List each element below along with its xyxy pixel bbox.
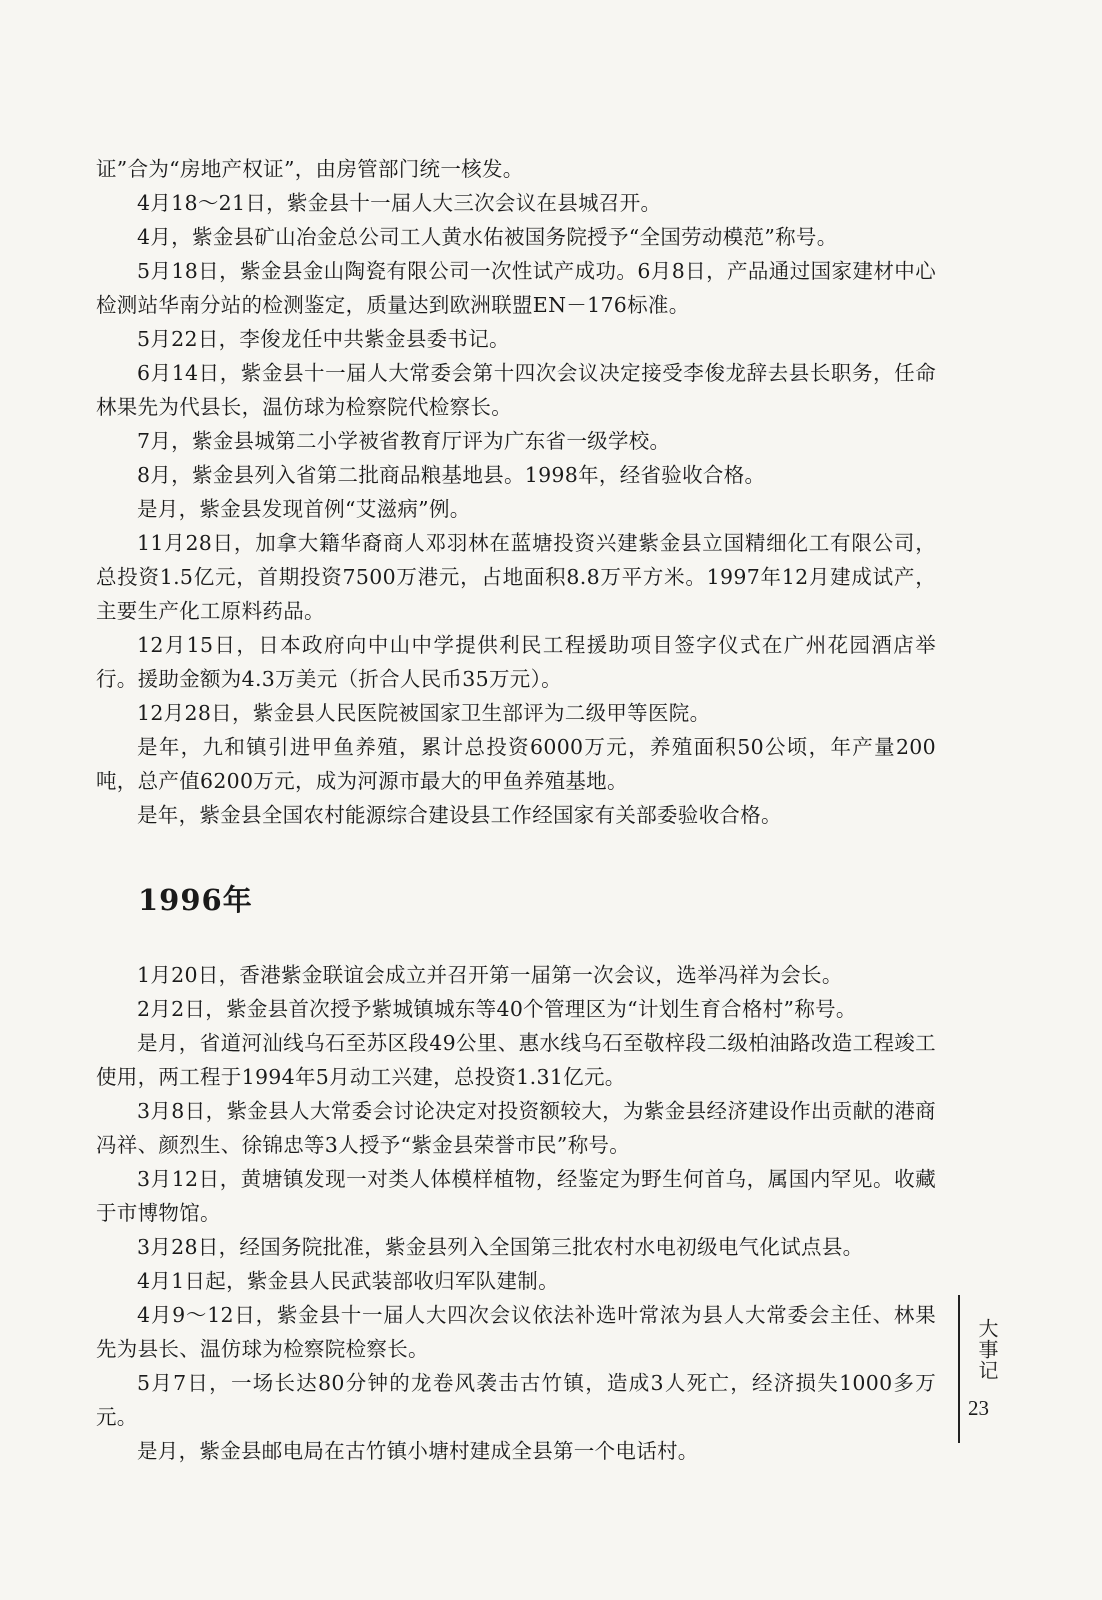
chronicle-entry: 4月，紫金县矿山冶金总公司工人黄水佑被国务院授予“全国劳动模范”称号。: [137, 225, 838, 249]
page-number: 23: [968, 1396, 989, 1420]
chronicle-entry: 3月28日，经国务院批准，紫金县列入全国第三批农村水电初级电气化试点县。: [137, 1235, 864, 1259]
chronicle-entry: 4月1日起，紫金县人民武装部收归军队建制。: [137, 1269, 559, 1293]
section-label: 大事记: [975, 1318, 999, 1381]
chronicle-entry: 11月28日，加拿大籍华裔商人邓羽林在蓝塘投资兴建紫金县立国精细化工有限公司，总投资1.5亿元，首期投资7500万港元，占地面积8.8万平方米。1997年12月建成试产，主要生产化工原料药品。: [96, 531, 936, 623]
chronicle-entry: 5月18日，紫金县金山陶瓷有限公司一次性试产成功。6月8日，产品通过国家建材中心检测站华南分站的检测鉴定，质量达到欧洲联盟EN－176标准。: [96, 259, 936, 317]
chronicle-entry: 是月，省道河汕线乌石至苏区段49公里、惠水线乌石至敬梓段二级柏油路改造工程竣工使用，两工程于1994年5月动工兴建，总投资1.31亿元。: [96, 1031, 936, 1089]
chronicle-entry: 4月9～12日，紫金县十一届人大四次会议依法补选叶常浓为县人大常委会主任、林果先为县长、温仿球为检察院检察长。: [96, 1303, 936, 1361]
chronicle-entry: 是月，紫金县邮电局在古竹镇小塘村建成全县第一个电话村。: [137, 1439, 699, 1463]
chronicle-entry: 是年，紫金县全国农村能源综合建设县工作经国家有关部委验收合格。: [137, 803, 782, 827]
chronicle-entry: 8月，紫金县列入省第二批商品粮基地县。1998年，经省验收合格。: [137, 463, 766, 487]
year-heading: 1996年: [138, 883, 253, 917]
chronicle-entry: 是月，紫金县发现首例“艾滋病”例。: [137, 497, 471, 521]
chronicle-entry: 12月28日，紫金县人民医院被国家卫生部评为二级甲等医院。: [137, 701, 711, 725]
margin-rule: [958, 1295, 960, 1443]
chronicle-entry: 7月，紫金县城第二小学被省教育厅评为广东省一级学校。: [137, 429, 671, 453]
chronicle-entry: 6月14日，紫金县十一届人大常委会第十四次会议决定接受李俊龙辞去县长职务，任命林果先为代县长，温仿球为检察院代检察长。: [96, 361, 936, 419]
chronicle-entry: 5月7日，一场长达80分钟的龙卷风袭击古竹镇，造成3人死亡，经济损失1000多万元。: [96, 1371, 936, 1429]
chronicle-entry: 1月20日，香港紫金联谊会成立并召开第一届第一次会议，选举冯祥为会长。: [137, 963, 843, 987]
chronicle-entry: 5月22日，李俊龙任中共紫金县委书记。: [137, 327, 510, 351]
chronicle-entry: 4月18～21日，紫金县十一届人大三次会议在县城召开。: [137, 191, 662, 215]
chronicle-entry: 12月15日，日本政府向中山中学提供利民工程援助项目签字仪式在广州花园酒店举行。援助金额为4.3万美元（折合人民币35万元）。: [96, 633, 936, 691]
chronicle-entry: 证”合为“房地产权证”，由房管部门统一核发。: [96, 157, 524, 181]
page-body: [96, 152, 936, 1468]
chronicle-entry: 是年，九和镇引进甲鱼养殖，累计总投资6000万元，养殖面积50公顷，年产量200吨，总产值6200万元，成为河源市最大的甲鱼养殖基地。: [96, 735, 936, 793]
section-1995-entries: [96, 152, 936, 832]
chronicle-entry: 3月12日，黄塘镇发现一对类人体模样植物，经鉴定为野生何首乌，属国内罕见。收藏于市博物馆。: [96, 1167, 936, 1225]
chronicle-entry: 3月8日，紫金县人大常委会讨论决定对投资额较大，为紫金县经济建设作出贡献的港商冯祥、颜烈生、徐锦忠等3人授予“紫金县荣誉市民”称号。: [96, 1099, 936, 1157]
section-1996-entries: [96, 958, 936, 1468]
chronicle-entry: 2月2日，紫金县首次授予紫城镇城东等40个管理区为“计划生育合格村”称号。: [137, 997, 857, 1021]
